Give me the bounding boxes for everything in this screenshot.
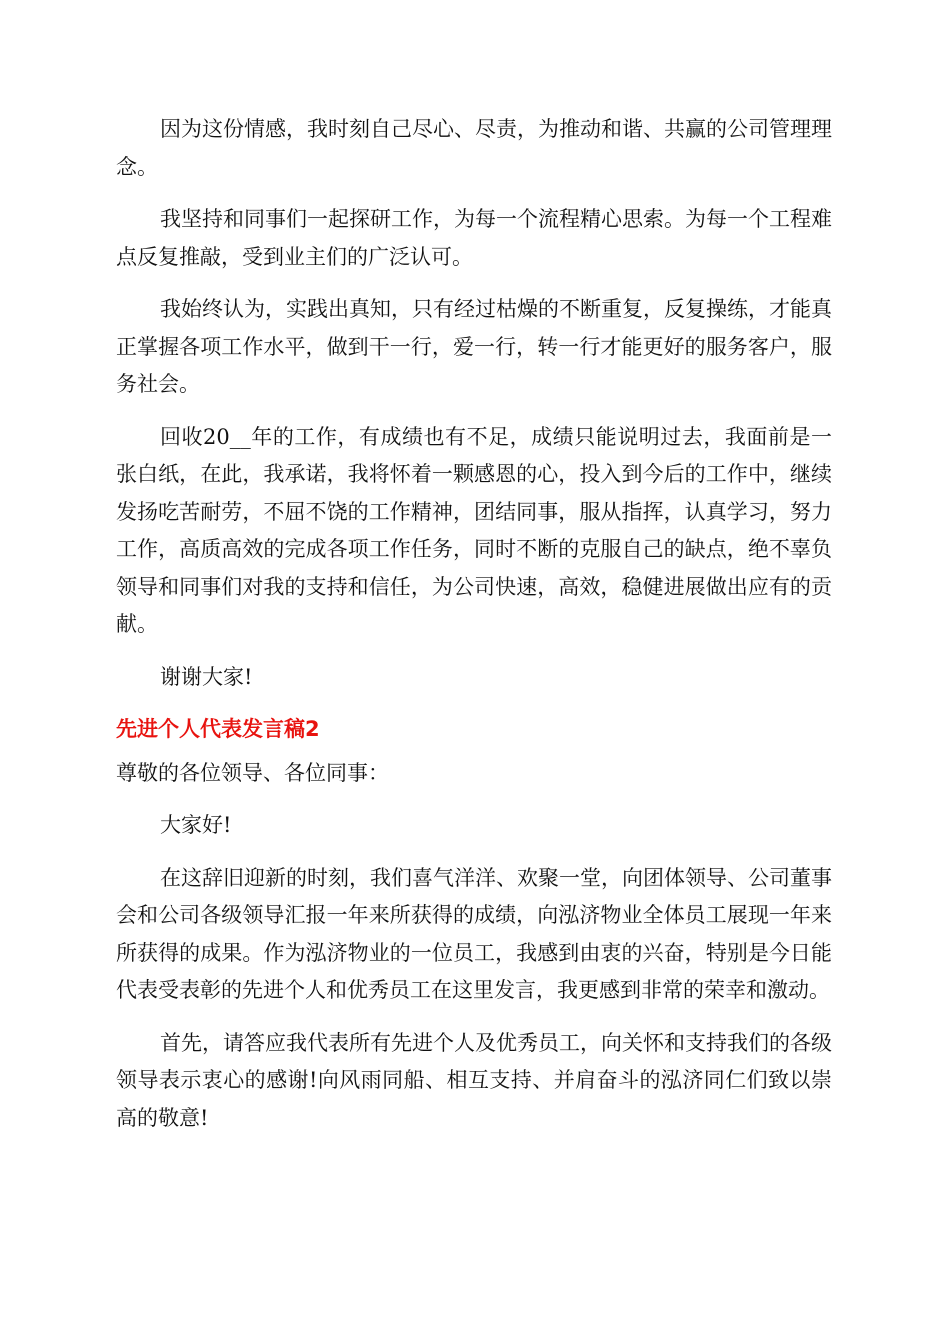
section-title: 先进个人代表发言稿2 xyxy=(116,717,320,741)
body-paragraph: 在这辞旧迎新的时刻，我们喜气洋洋、欢聚一堂，向团体领导、公司董事会和公司各级领导汇报一年来所获得的成绩，向泓济物业全体员工展现一年来所获得的成果。作为泓济物业的一位员工，我感到由衷的兴奋，特别是今日能代表受表彰的先进个人和优秀员工在这里发言，我更感到非常的荣幸和激动。 xyxy=(116,865,832,1002)
greeting: 大家好! xyxy=(160,813,232,837)
salutation: 尊敬的各位领导、各位同事： xyxy=(116,760,389,785)
body-paragraph: 因为这份情感，我时刻自己尽心、尽责，为推动和谐、共赢的公司管理理念。 xyxy=(116,117,832,179)
body-paragraph: 回收20__年的工作，有成绩也有不足，成绩只能说明过去，我面前是一张白纸，在此，我承诺，我将怀着一颗感恩的心，投入到今后的工作中，继续发扬吃苦耐劳，不屈不饶的工作精神，团结同事，服从指挥，认真学习，努力工作，高质高效的完成各项工作任务，同时不断的克服自己的缺点，绝不辜负领导和同事们对我的支持和信任，为公司快速，高效，稳健进展做出应有的贡献。 xyxy=(116,424,832,636)
body-paragraph: 我始终认为，实践出真知，只有经过枯燥的不断重复，反复操练，才能真正掌握各项工作水平，做到干一行，爱一行，转一行才能更好的服务客户，服务社会。 xyxy=(116,297,832,396)
document-body xyxy=(116,111,832,1152)
closing-thanks: 谢谢大家! xyxy=(160,664,253,689)
body-paragraph: 首先，请答应我代表所有先进个人及优秀员工，向关怀和支持我们的各级领导表示衷心的感谢!向风雨同船、相互支持、并肩奋斗的泓济同仁们致以崇高的敬意! xyxy=(116,1030,832,1130)
body-paragraph: 我坚持和同事们一起探研工作，为每一个流程精心思索。为每一个工程难点反复推敲，受到业主们的广泛认可。 xyxy=(116,207,832,269)
